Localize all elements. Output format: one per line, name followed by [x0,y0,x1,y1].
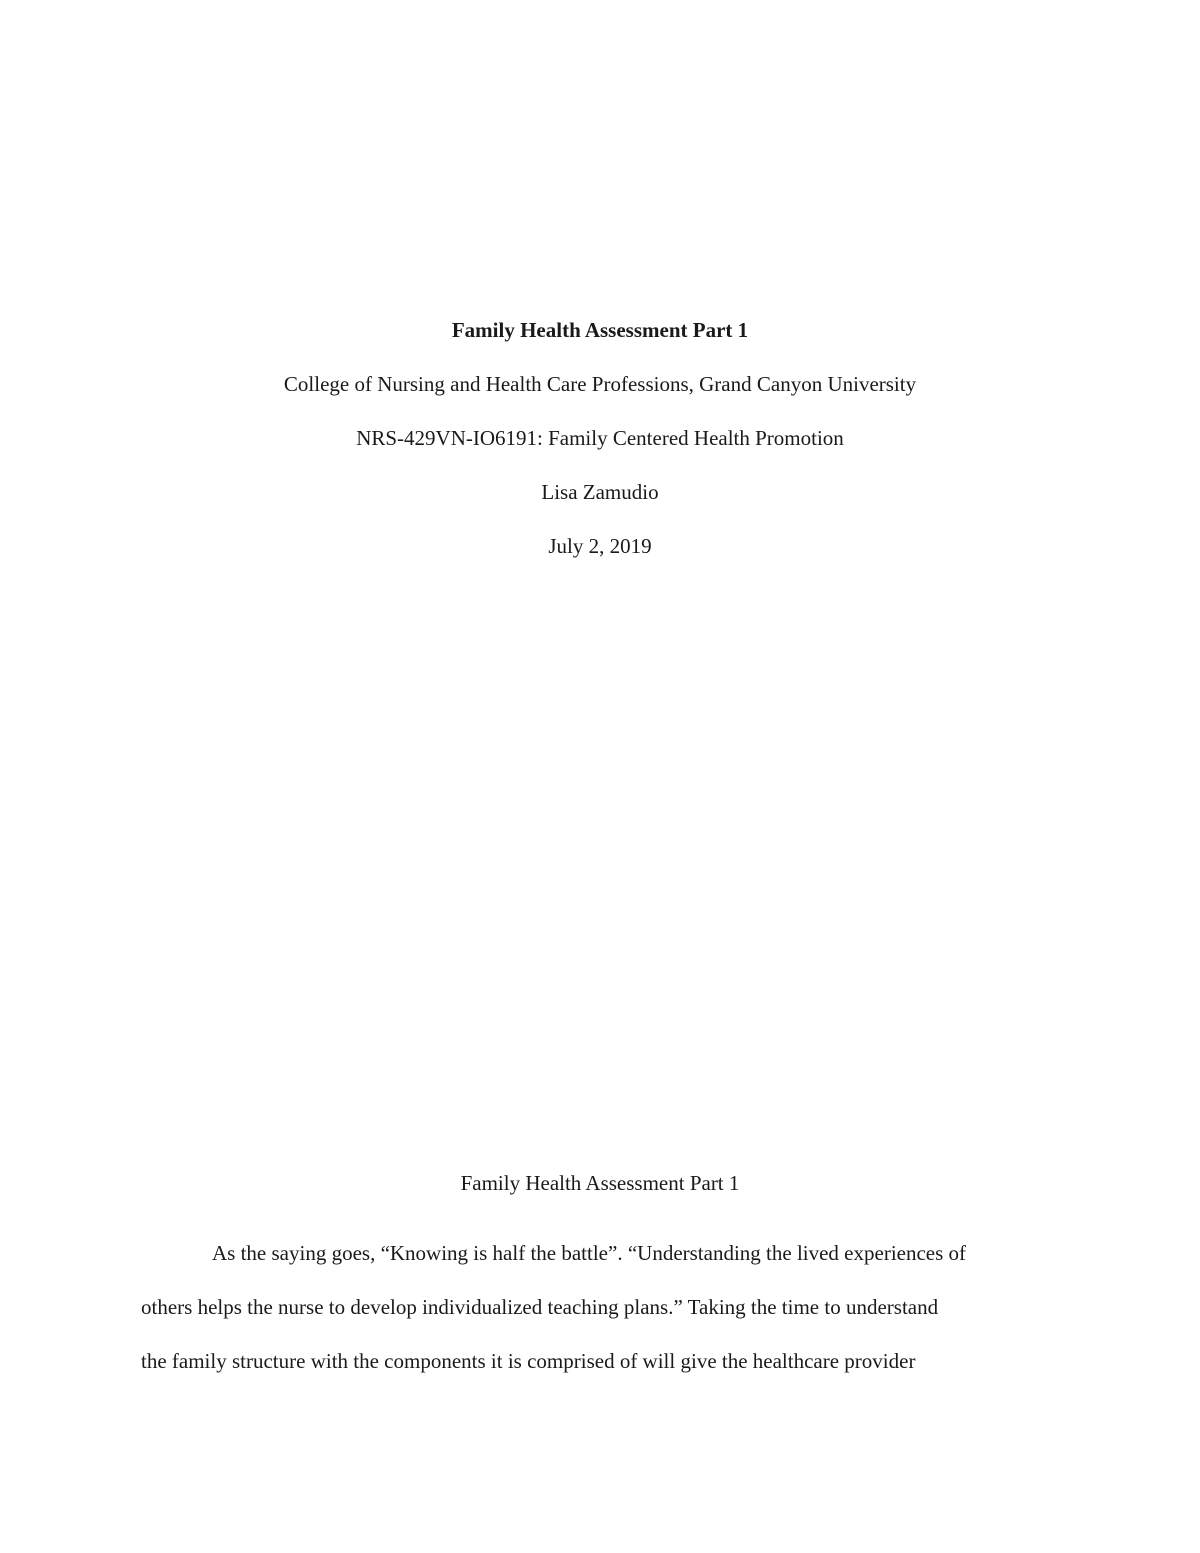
paragraph-line: the family structure with the components it is comprised of will give the healthcare provider [141,1349,916,1373]
body-section [0,1167,1200,1373]
course-line: NRS-429VN-IO6191: Family Centered Health Promotion [356,426,844,450]
paper-title: Family Health Assessment Part 1 [451,318,749,342]
author-line: Lisa Zamudio [541,480,659,504]
body-paragraph [141,1226,1071,1388]
date-line: July 2, 2019 [548,534,652,558]
institution-line: College of Nursing and Health Care Professions, Grand Canyon University [283,372,917,396]
body-heading: Family Health Assessment Part 1 [460,1171,740,1195]
paragraph-line: others helps the nurse to develop individualized teaching plans.” Taking the time to understand [141,1295,939,1319]
title-page-block [0,303,1200,573]
paragraph-line: As the saying goes, “Knowing is half the battle”. “Understanding the lived experiences of [212,1241,967,1265]
